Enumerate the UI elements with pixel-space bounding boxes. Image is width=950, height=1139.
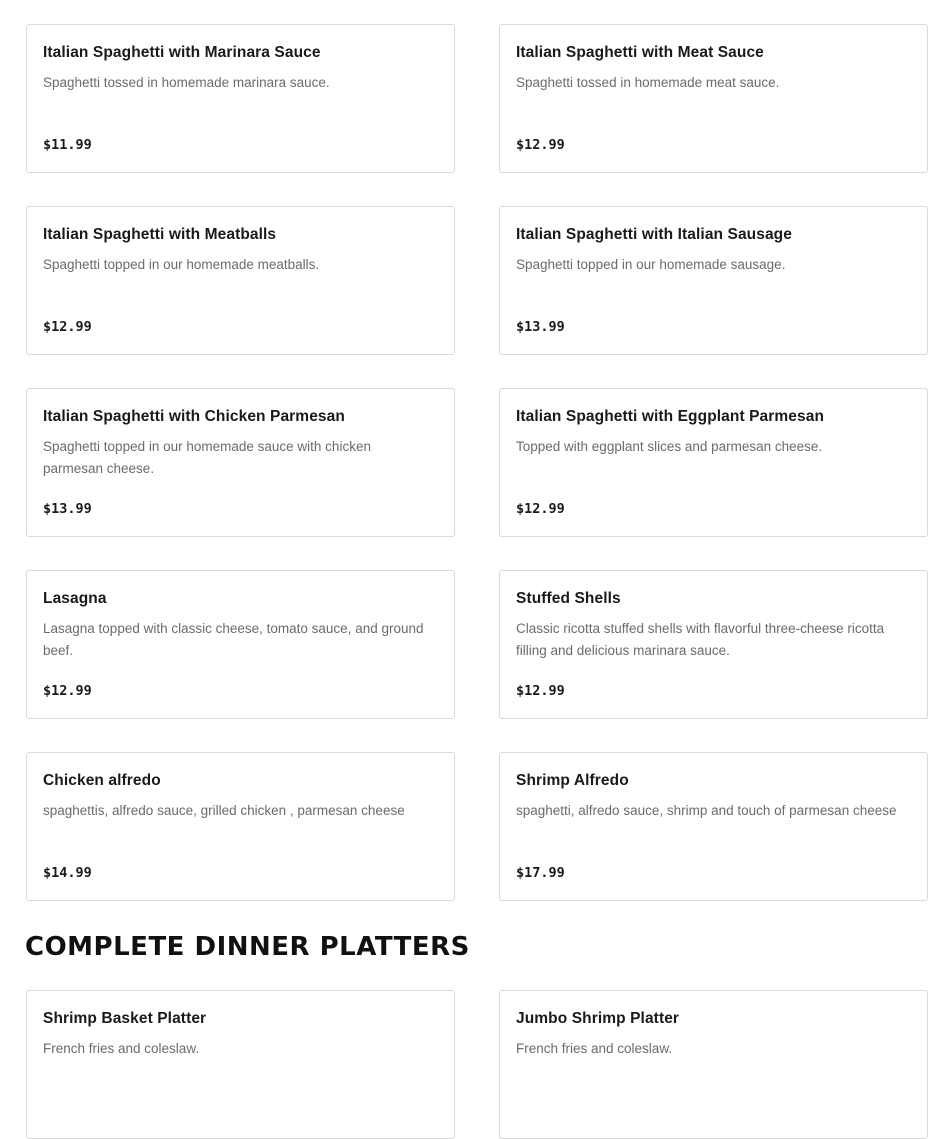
menu-item-description: Spaghetti topped in our homemade meatballs. (43, 257, 320, 272)
menu-item-price: $11.99 (43, 137, 92, 153)
menu-item-price: $17.99 (516, 865, 565, 881)
menu-item-card[interactable] (26, 388, 455, 537)
menu-item-card[interactable] (26, 990, 455, 1139)
menu-item-price: $12.99 (43, 319, 92, 335)
menu-item-card[interactable] (499, 206, 928, 355)
menu-item-name: Italian Spaghetti with Marinara Sauce (43, 44, 321, 61)
menu-item-card[interactable] (499, 24, 928, 173)
menu-item-description: Spaghetti topped in our homemade sausage. (516, 257, 786, 272)
menu-item-name: Italian Spaghetti with Meat Sauce (516, 44, 764, 61)
menu-item-card[interactable] (499, 752, 928, 901)
menu-item-price: $14.99 (43, 865, 92, 881)
menu-item-price: $12.99 (516, 683, 565, 699)
menu-item-name: Italian Spaghetti with Chicken Parmesan (43, 408, 345, 425)
menu-item-name: Chicken alfredo (43, 772, 161, 789)
menu-item-name: Shrimp Basket Platter (43, 1010, 207, 1027)
menu-item-name: Stuffed Shells (516, 590, 621, 607)
menu-item-name: Lasagna (43, 590, 107, 607)
menu-item-price: $12.99 (43, 683, 92, 699)
menu-item-name: Italian Spaghetti with Eggplant Parmesan (516, 408, 825, 425)
menu-item-description: Spaghetti topped in our homemade sauce with chicken parmesan cheese. (43, 439, 371, 476)
section-heading: COMPLETE DINNER PLATTERS (25, 932, 470, 962)
menu-item-price: $12.99 (516, 137, 565, 153)
menu-item-description: Topped with eggplant slices and parmesan cheese. (516, 439, 823, 454)
menu-item-card[interactable] (26, 570, 455, 719)
menu-item-description: Spaghetti tossed in homemade meat sauce. (516, 75, 780, 90)
menu-item-card[interactable] (26, 24, 455, 173)
menu-item-card[interactable] (499, 990, 928, 1139)
menu-item-description: spaghetti, alfredo sauce, shrimp and touch of parmesan cheese (516, 803, 897, 818)
menu-item-card[interactable] (26, 206, 455, 355)
menu-item-description: Spaghetti tossed in homemade marinara sauce. (43, 75, 330, 90)
menu-item-name: Jumbo Shrimp Platter (516, 1010, 680, 1027)
menu-item-price: $12.99 (516, 501, 565, 517)
menu-item-description: spaghettis, alfredo sauce, grilled chicken , parmesan cheese (43, 803, 405, 818)
menu-item-name: Italian Spaghetti with Italian Sausage (516, 226, 792, 243)
menu-item-name: Italian Spaghetti with Meatballs (43, 226, 277, 243)
menu-item-price: $13.99 (516, 319, 565, 335)
menu-item-card[interactable] (499, 388, 928, 537)
menu-item-description: French fries and coleslaw. (516, 1041, 673, 1056)
menu-item-description: Classic ricotta stuffed shells with flavorful three-cheese ricotta filling and delicious marinara sauce. (516, 621, 885, 658)
menu-item-price: $13.99 (43, 501, 92, 517)
menu-item-description: Lasagna topped with classic cheese, tomato sauce, and ground beef. (43, 621, 424, 658)
menu-item-name: Shrimp Alfredo (516, 772, 629, 789)
menu-item-card[interactable] (26, 752, 455, 901)
menu-item-card[interactable] (499, 570, 928, 719)
menu-item-description: French fries and coleslaw. (43, 1041, 200, 1056)
